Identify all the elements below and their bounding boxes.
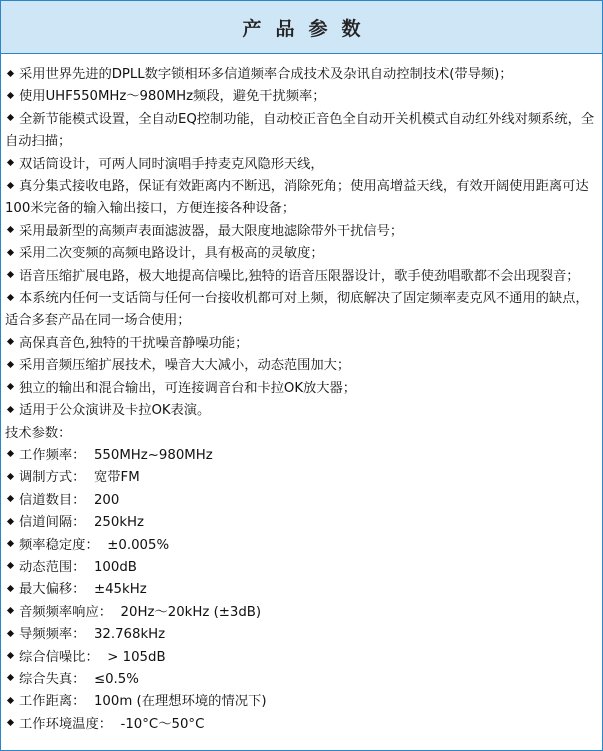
spec-row [5, 669, 596, 691]
spec-row [5, 691, 596, 713]
diamond-bullet-icon [7, 495, 14, 502]
diamond-bullet-icon [7, 271, 14, 278]
diamond-bullet-icon [7, 406, 14, 413]
spec-value: 宽带FM [93, 470, 140, 486]
spec-value: ±45kHz [93, 582, 147, 598]
spec-value: 200 [93, 492, 120, 508]
diamond-bullet-icon [7, 562, 14, 569]
diamond-bullet-icon [7, 383, 14, 390]
diamond-bullet-icon [7, 585, 14, 592]
diamond-bullet-icon [7, 159, 14, 166]
spec-value: ≤0.5% [93, 671, 139, 687]
spec-label: 工作距离： [19, 694, 86, 710]
feature-list [5, 64, 596, 423]
spec-list [5, 445, 596, 736]
diamond-bullet-icon [7, 361, 14, 368]
diamond-bullet-icon [7, 114, 14, 121]
diamond-bullet-icon [7, 697, 14, 704]
panel-header [1, 1, 602, 54]
spec-value: 550MHz~980MHz [93, 447, 213, 463]
spec-label: 信道数目： [19, 492, 86, 508]
spec-row [5, 445, 596, 467]
spec-row [5, 557, 596, 579]
panel-content [1, 54, 602, 736]
feature-item: 适用于公众演讲及卡拉OK表演。 [5, 400, 596, 422]
spec-row [5, 714, 596, 736]
feature-item: 真分集式接收电路，保证有效距离内不断迅，消除死角；使用高增益天线，有效开阔使用距离可达100米完备的输入输出接口，方便连接各种设备； [5, 179, 589, 217]
feature-item: 高保真音色,独特的干扰噪音静噪功能； [5, 333, 596, 355]
panel-title: 产品参数 [242, 17, 375, 40]
spec-label: 频率稳定度： [19, 537, 99, 553]
diamond-bullet-icon [7, 450, 14, 457]
diamond-bullet-icon [7, 294, 14, 301]
specs-heading: 技术参数： [5, 425, 72, 441]
spec-value: 20Hz～20kHz (±3dB) [120, 604, 262, 620]
diamond-bullet-icon [7, 338, 14, 345]
spec-label: 综合信噪比： [19, 649, 99, 665]
diamond-bullet-icon [7, 92, 14, 99]
feature-item: 双话筒设计，可两人同时演唱手持麦克风隐形天线， [5, 154, 596, 176]
spec-value: ±0.005% [107, 537, 170, 553]
spec-value: 250kHz [93, 515, 145, 531]
feature-item: 采用最新型的高频声表面滤波器，最大限度地滤除带外干扰信号； [5, 221, 596, 243]
diamond-bullet-icon [7, 607, 14, 614]
diamond-bullet-icon [7, 540, 14, 547]
spec-label: 导频频率： [19, 627, 86, 643]
spec-row [5, 602, 596, 624]
diamond-bullet-icon [7, 69, 14, 76]
spec-value: 100m (在理想环境的情况下) [93, 694, 267, 710]
spec-row [5, 512, 596, 534]
spec-label: 工作频率： [19, 447, 86, 463]
feature-item: 采用世界先进的DPLL数字锁相环多信道频率合成技术及杂讯自动控制技术(带导频)； [5, 64, 596, 86]
feature-item: 全新节能模式设置，全自动EQ控制功能，自动校正音色全自动开关机模式自动红外线对频系统，全自动扫描； [5, 111, 595, 150]
diamond-bullet-icon [7, 518, 14, 525]
feature-item: 本系统内任何一支话筒与任何一台接收机都可对上频，彻底解决了固定频率麦克风不通用的缺点，适合多套产品在同一场合使用； [5, 291, 589, 329]
spec-row [5, 579, 596, 601]
spec-label: 音频频率响应： [19, 604, 113, 620]
spec-row [5, 535, 596, 557]
diamond-bullet-icon [7, 181, 14, 188]
spec-label: 综合失真： [19, 671, 86, 687]
diamond-bullet-icon [7, 473, 14, 480]
diamond-bullet-icon [7, 249, 14, 256]
diamond-bullet-icon [7, 652, 14, 659]
feature-item: 采用二次变频的高频电路设计，具有极高的灵敏度； [5, 243, 596, 265]
feature-item: 独立的输出和混合输出，可连接调音台和卡拉OK放大器； [5, 378, 596, 400]
feature-item: 语音压缩扩展电路，极大地提高信噪比,独特的语音压限器设计，歌手使劲唱歌都不会出现裂音； [5, 266, 596, 288]
spec-label: 动态范围： [19, 559, 86, 575]
diamond-bullet-icon [7, 719, 14, 726]
spec-row [5, 647, 596, 669]
spec-value: > 105dB [107, 649, 166, 665]
spec-value: -10°C～50°C [120, 716, 205, 732]
spec-label: 工作环境温度： [19, 716, 113, 732]
spec-value: 32.768kHz [93, 627, 166, 643]
spec-label: 调制方式： [19, 470, 86, 486]
spec-label: 最大偏移： [19, 582, 86, 598]
diamond-bullet-icon [7, 630, 14, 637]
diamond-bullet-icon [7, 226, 14, 233]
feature-item: 采用音频压缩扩展技术，噪音大大减小，动态范围加大； [5, 355, 596, 377]
feature-item: 使用UHF550MHz～980MHz频段，避免干扰频率； [5, 86, 596, 108]
spec-value: 100dB [93, 559, 137, 575]
diamond-bullet-icon [7, 674, 14, 681]
spec-row [5, 467, 596, 489]
spec-label: 信道间隔： [19, 515, 86, 531]
spec-row [5, 490, 596, 512]
spec-row [5, 624, 596, 646]
